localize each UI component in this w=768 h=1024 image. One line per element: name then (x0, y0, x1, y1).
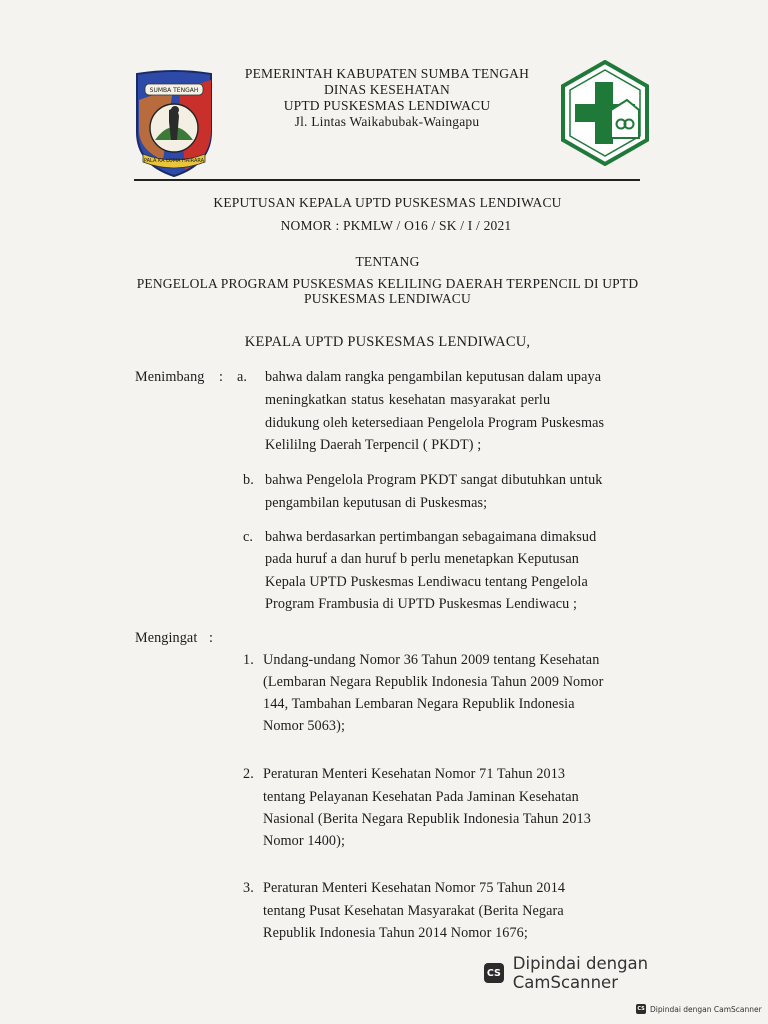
svg-text:SUMBA TENGAH: SUMBA TENGAH (149, 87, 199, 94)
mengingat-label: Mengingat (135, 630, 198, 646)
unit-name: UPTD PUSKESMAS LENDIWACU (283, 98, 491, 113)
menimbang-c-line-1: bahwa berdasarkan pertimbangan sebagaimana dimaksud (265, 529, 597, 545)
menimbang-separator: : (219, 369, 224, 385)
decree-title: KEPUTUSAN KEPALA UPTD PUSKESMAS LENDIWACU (213, 195, 562, 210)
menimbang-a-line-1: bahwa dalam rangka pengambilan keputusan dalam upaya (265, 369, 602, 385)
mengingat-3-line-3: Republik Indonesia Tahun 2014 Nomor 1676; (263, 925, 528, 941)
menimbang-label: Menimbang (135, 369, 205, 385)
mengingat-1-line-1: Undang-undang Nomor 36 Tahun 2009 tentang Kesehatan (263, 652, 600, 668)
decree-subject-line-1: PENGELOLA PROGRAM PUSKESMAS KELILING DAERAH TERPENCIL DI UPTD (136, 276, 639, 291)
menimbang-c-line-4: Program Frambusia di UPTD Puskesmas Lendiwacu ; (265, 596, 578, 612)
mengingat-3-line-1: Peraturan Menteri Kesehatan Nomor 75 Tahun 2014 (263, 880, 566, 896)
menimbang-c-marker: c. (243, 529, 254, 545)
office-name: DINAS KESEHATAN (323, 82, 451, 97)
decree-subject-line-2: PUSKESMAS LENDIWACU (304, 291, 471, 306)
camscanner-logo-icon: CS (484, 963, 504, 983)
letterhead-divider (134, 179, 640, 181)
mengingat-1-line-3: 144, Tambahan Lembaran Negara Republik Indonesia (263, 696, 575, 712)
address: Jl. Lintas Waikabubak-Waingapu (294, 114, 480, 129)
decree-number: NOMOR : PKMLW / O16 / SK / I / 2021 (280, 218, 512, 233)
mengingat-2-marker: 2. (243, 766, 254, 782)
mengingat-2-line-1: Peraturan Menteri Kesehatan Nomor 71 Tahun 2013 (263, 766, 566, 782)
decree-about: TENTANG (355, 254, 420, 269)
camscanner-footer (636, 1004, 762, 1014)
government-name: PEMERINTAH KABUPATEN SUMBA TENGAH (244, 66, 530, 81)
svg-text:PALA KA LOMA HAIRARA: PALA KA LOMA HAIRARA (143, 158, 205, 164)
camscanner-watermark (480, 954, 756, 992)
camscanner-footer-logo-icon: CS (637, 1006, 645, 1012)
mengingat-2-line-4: Nomor 1400); (263, 833, 345, 849)
menimbang-a-line-2: meningkatkan status kesehatan masyarakat perlu (265, 392, 551, 408)
menimbang-b-line-2: pengambilan keputusan di Puskesmas; (265, 495, 488, 511)
regency-crest-icon (133, 70, 215, 178)
decree-authority: KEPALA UPTD PUSKESMAS LENDIWACU, (244, 334, 531, 350)
menimbang-a-marker: a. (237, 369, 248, 385)
mengingat-1-marker: 1. (243, 652, 254, 668)
menimbang-a-line-4: Kelililng Daerah Terpencil ( PKDT) ; (265, 437, 482, 453)
mengingat-3-line-2: tentang Pusat Kesehatan Masyarakat (Berita Negara (263, 903, 564, 919)
mengingat-1-line-4: Nomor 5063); (263, 718, 345, 734)
camscanner-text: Dipindai dengan CamScanner (512, 954, 649, 992)
menimbang-b-line-1: bahwa Pengelola Program PKDT sangat dibutuhkan untuk (265, 472, 603, 488)
mengingat-separator: : (209, 630, 214, 646)
menimbang-b-marker: b. (243, 472, 254, 488)
menimbang-a-line-3: didukung oleh ketersediaan Pengelola Program Puskesmas (265, 415, 605, 431)
mengingat-1-line-2: (Lembaran Negara Republik Indonesia Tahun 2009 Nomor (263, 674, 604, 690)
camscanner-footer-text: Dipindai dengan CamScanner (650, 1004, 762, 1014)
mengingat-2-line-3: Nasional (Berita Negara Republik Indonesia Tahun 2013 (263, 811, 591, 827)
puskesmas-cross-icon (561, 60, 649, 166)
mengingat-2-line-2: tentang Pelayanan Kesehatan Pada Jaminan Kesehatan (263, 789, 579, 805)
menimbang-c-line-3: Kepala UPTD Puskesmas Lendiwacu tentang Pengelola (265, 574, 588, 590)
menimbang-c-line-2: pada huruf a dan huruf b perlu menetapkan Keputusan (265, 551, 579, 567)
letterhead (222, 66, 552, 130)
mengingat-3-marker: 3. (243, 880, 254, 896)
